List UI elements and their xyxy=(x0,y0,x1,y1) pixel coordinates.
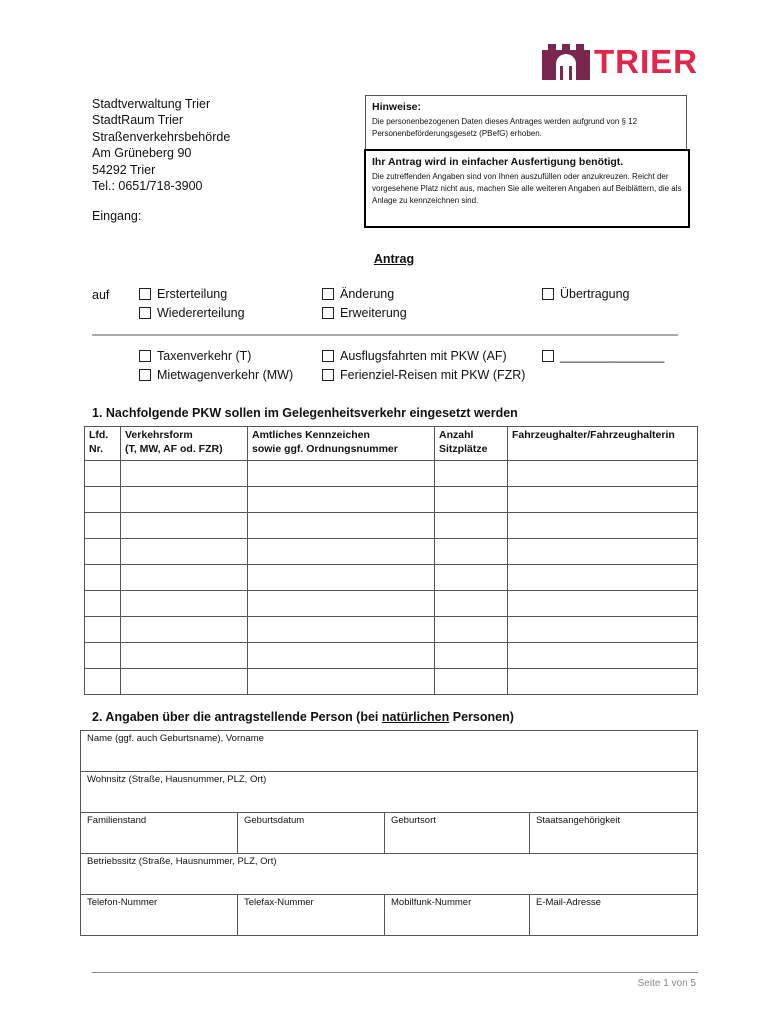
checkbox-box[interactable] xyxy=(322,288,334,300)
table-cell[interactable] xyxy=(121,487,248,513)
mobilfunk-field[interactable] xyxy=(385,895,530,936)
table-row xyxy=(85,487,698,513)
checkbox-erweiterung[interactable] xyxy=(322,306,407,320)
table-row xyxy=(85,617,698,643)
betriebssitz-field[interactable] xyxy=(81,854,698,895)
table-cell[interactable] xyxy=(85,617,121,643)
table-cell[interactable] xyxy=(248,669,435,695)
table-cell[interactable] xyxy=(85,461,121,487)
telefon-field[interactable] xyxy=(81,895,238,936)
checkbox-box[interactable] xyxy=(322,369,334,381)
field-label: Telefon-Nummer xyxy=(87,897,158,908)
table-row xyxy=(85,591,698,617)
checkbox-box[interactable] xyxy=(139,288,151,300)
table-cell[interactable] xyxy=(85,669,121,695)
table-cell[interactable] xyxy=(508,617,698,643)
page-number: Seite 1 von 5 xyxy=(637,978,696,989)
table-cell[interactable] xyxy=(121,617,248,643)
checkbox-label: Änderung xyxy=(340,287,395,301)
table-cell[interactable] xyxy=(85,643,121,669)
checkbox-ausflugsfahrten[interactable] xyxy=(322,349,507,363)
table-cell[interactable] xyxy=(435,461,508,487)
field-label: Geburtsdatum xyxy=(244,815,305,826)
hints-important-box xyxy=(364,149,690,228)
logo-text: TRIER xyxy=(594,43,698,80)
section2-title: 2. Angaben über die antragstellende Person (bei natürlichen Personen) xyxy=(92,710,514,724)
field-label: Familienstand xyxy=(87,815,147,826)
col-header-nr: Lfd. Nr. xyxy=(85,427,121,461)
table-cell[interactable] xyxy=(508,539,698,565)
email-field[interactable] xyxy=(530,895,698,936)
table-cell[interactable] xyxy=(508,487,698,513)
field-label: Name (ggf. auch Geburtsname), Vorname xyxy=(87,733,264,744)
table-cell[interactable] xyxy=(435,565,508,591)
table-cell[interactable] xyxy=(121,643,248,669)
familienstand-field[interactable] xyxy=(81,813,238,854)
vehicle-table xyxy=(84,426,698,695)
checkbox-mietwagenverkehr[interactable] xyxy=(139,368,293,382)
antrag-title: Antrag xyxy=(373,252,415,266)
checkbox-label: Ersterteilung xyxy=(157,287,228,301)
checkbox-box[interactable] xyxy=(139,369,151,381)
address-line: Am Grüneberg 90 xyxy=(92,146,192,161)
address-line: StadtRaum Trier xyxy=(92,113,184,128)
table-row xyxy=(85,669,698,695)
col-header-kennzeichen: Amtliches Kennzeichen sowie ggf. Ordnungsnummer xyxy=(248,427,435,461)
table-header-row xyxy=(85,427,698,461)
geburtsort-field[interactable] xyxy=(385,813,530,854)
section1-title: 1. Nachfolgende PKW sollen im Gelegenheitsverkehr eingesetzt werden xyxy=(92,406,518,420)
field-label: Betriebssitz (Straße, Hausnummer, PLZ, Ort) xyxy=(87,856,277,867)
table-cell[interactable] xyxy=(248,461,435,487)
trier-logo xyxy=(542,43,722,81)
hints-important-title: Ihr Antrag wird in einfacher Ausfertigung benötigt. xyxy=(372,156,624,168)
hints-important-text: Die zutreffenden Angaben sind von Ihnen auszufüllen oder anzukreuzen. Reicht der vorgesehene Platz nicht aus, machen Sie alle weiteren Angaben auf Beiblättern, die als Anlage zu kennzeichnen sind. xyxy=(372,172,682,205)
table-row xyxy=(85,643,698,669)
table-cell[interactable] xyxy=(121,539,248,565)
table-cell[interactable] xyxy=(248,487,435,513)
table-cell[interactable] xyxy=(248,643,435,669)
table-cell[interactable] xyxy=(248,539,435,565)
auf-label: auf xyxy=(92,288,110,302)
name-field[interactable] xyxy=(81,731,698,772)
checkbox-ersterteilung[interactable] xyxy=(139,287,227,301)
table-cell[interactable] xyxy=(508,591,698,617)
geburtsdatum-field[interactable] xyxy=(238,813,385,854)
castle-gate-icon xyxy=(542,44,590,80)
address-block xyxy=(92,96,230,194)
address-line: 54292 Trier xyxy=(92,162,156,177)
table-cell[interactable] xyxy=(435,669,508,695)
staatsangehoerigkeit-field[interactable] xyxy=(530,813,698,854)
divider xyxy=(92,334,678,336)
person-name-table xyxy=(80,730,698,813)
checkbox-label: Mietwagenverkehr (MW) xyxy=(157,368,294,382)
checkbox-ferienziel-reisen[interactable] xyxy=(322,368,525,382)
table-cell[interactable] xyxy=(435,487,508,513)
field-label: Mobilfunk-Nummer xyxy=(391,897,472,908)
field-label: E-Mail-Adresse xyxy=(536,897,601,908)
table-cell[interactable] xyxy=(85,565,121,591)
table-cell[interactable] xyxy=(85,591,121,617)
table-row xyxy=(85,565,698,591)
table-cell[interactable] xyxy=(248,513,435,539)
checkbox-label: Erweiterung xyxy=(340,306,407,320)
checkbox-label: Ferienziel-Reisen mit PKW (FZR) xyxy=(340,368,526,382)
hints-box xyxy=(365,95,687,227)
telefax-field[interactable] xyxy=(238,895,385,936)
checkbox-label: Ausflugsfahrten mit PKW (AF) xyxy=(340,349,507,363)
col-header-fahrzeughalter: Fahrzeughalter/Fahrzeughalterin xyxy=(508,427,698,461)
checkbox-label: Taxenverkehr (T) xyxy=(157,349,252,363)
checkbox-wiedererteilung[interactable] xyxy=(139,306,245,320)
table-cell[interactable] xyxy=(85,513,121,539)
hints-text: Die personenbezogenen Daten dieses Antrages werden aufgrund von § 12 Personenbeförderungsgesetz (PBefG) erhoben. xyxy=(372,117,638,138)
field-label: Staatsangehörigkeit xyxy=(536,815,620,826)
betriebssitz-table xyxy=(80,853,698,895)
table-cell[interactable] xyxy=(85,487,121,513)
field-label: Wohnsitz (Straße, Hausnummer, PLZ, Ort) xyxy=(87,774,267,785)
hints-title: Hinweise: xyxy=(372,101,422,113)
table-cell[interactable] xyxy=(508,669,698,695)
checkbox-other-type[interactable] xyxy=(542,349,664,363)
table-cell[interactable] xyxy=(508,461,698,487)
table-row xyxy=(85,461,698,487)
checkbox-box[interactable] xyxy=(139,350,151,362)
checkbox-aenderung[interactable] xyxy=(322,287,394,301)
checkbox-box[interactable] xyxy=(542,288,554,300)
checkbox-box[interactable] xyxy=(322,307,334,319)
table-cell[interactable] xyxy=(248,591,435,617)
table-cell[interactable] xyxy=(248,565,435,591)
eingang-label: Eingang: xyxy=(92,209,142,223)
checkbox-box[interactable] xyxy=(139,307,151,319)
table-cell[interactable] xyxy=(435,643,508,669)
table-cell[interactable] xyxy=(248,617,435,643)
address-line: Tel.: 0651/718-3900 xyxy=(92,179,203,194)
table-row xyxy=(85,539,698,565)
table-cell[interactable] xyxy=(508,643,698,669)
table-cell[interactable] xyxy=(121,565,248,591)
table-cell[interactable] xyxy=(121,461,248,487)
table-cell[interactable] xyxy=(85,539,121,565)
address-line: Straßenverkehrsbehörde xyxy=(92,129,231,144)
checkbox-taxenverkehr[interactable] xyxy=(139,349,251,363)
table-cell[interactable] xyxy=(508,565,698,591)
checkbox-box[interactable] xyxy=(542,350,554,362)
field-label: Telefax-Nummer xyxy=(244,897,314,908)
table-cell[interactable] xyxy=(435,617,508,643)
checkbox-box[interactable] xyxy=(322,350,334,362)
table-row xyxy=(85,513,698,539)
address-line: Stadtverwaltung Trier xyxy=(92,97,211,111)
table-cell[interactable] xyxy=(508,513,698,539)
checkbox-label: _______________ xyxy=(560,349,665,363)
table-cell[interactable] xyxy=(435,539,508,565)
col-header-sitzplaetze: Anzahl Sitzplätze xyxy=(435,427,508,461)
table-cell[interactable] xyxy=(121,513,248,539)
checkbox-label: Wiedererteilung xyxy=(157,306,245,320)
contact-table xyxy=(80,894,698,936)
table-cell[interactable] xyxy=(435,591,508,617)
field-label: Geburtsort xyxy=(391,815,436,826)
table-cell[interactable] xyxy=(121,591,248,617)
person-details-table xyxy=(80,812,698,854)
wohnsitz-field[interactable] xyxy=(81,772,698,813)
checkbox-label: Übertragung xyxy=(560,287,630,301)
table-cell[interactable] xyxy=(435,513,508,539)
col-header-verkehrsform: Verkehrsform (T, MW, AF od. FZR) xyxy=(121,427,248,461)
checkbox-uebertragung[interactable] xyxy=(542,287,630,301)
table-cell[interactable] xyxy=(121,669,248,695)
footer-divider xyxy=(92,972,698,973)
